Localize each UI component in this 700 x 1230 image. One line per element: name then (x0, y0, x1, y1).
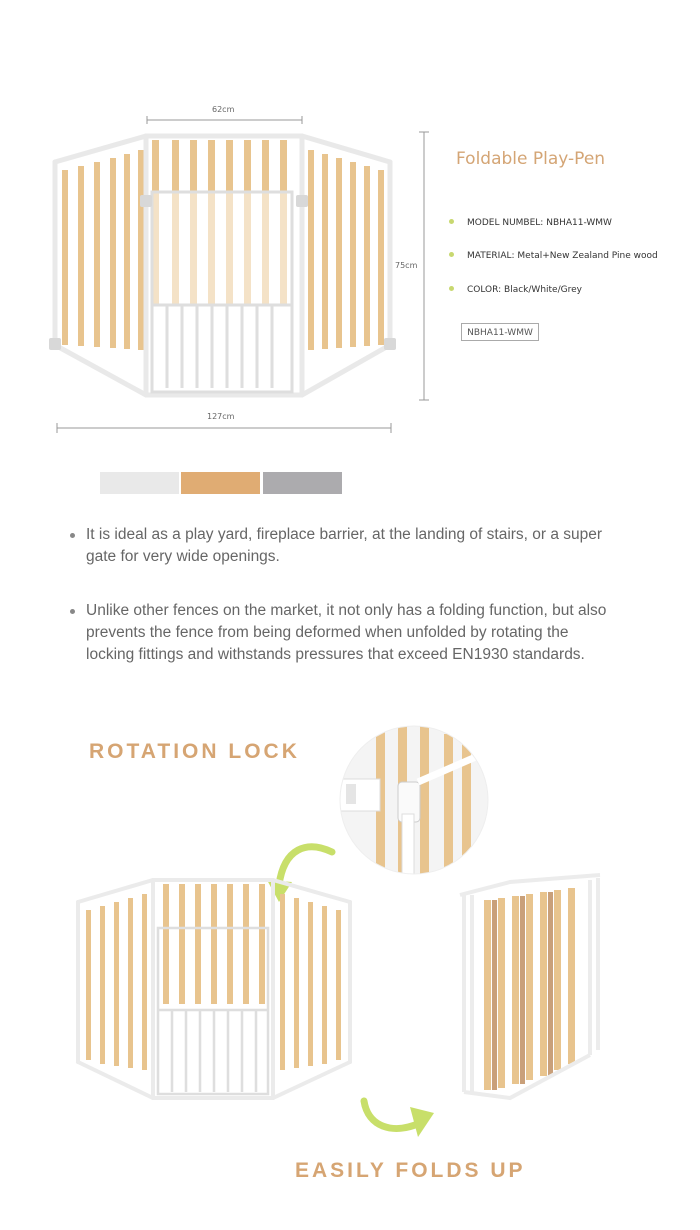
spec-key: COLOR: (467, 285, 502, 295)
spec-material (467, 251, 658, 261)
total-width-label: 127cm (207, 412, 235, 421)
swatch-grey[interactable] (263, 472, 342, 494)
spec-value: Black/White/Grey (504, 285, 582, 295)
bullet-dot (70, 533, 75, 538)
description-bullet-1 (70, 524, 610, 568)
bullet-dot (449, 286, 454, 291)
swatch-white[interactable] (100, 472, 179, 494)
spec-model (467, 218, 612, 228)
spec-color (467, 285, 582, 295)
bullet-dot (449, 252, 454, 257)
height-label: 75cm (395, 261, 418, 270)
playpen-folded-image (450, 870, 610, 1110)
top-width-label: 62cm (212, 105, 235, 114)
spec-value: Metal+New Zealand Pine wood (517, 251, 658, 261)
rotation-lock-heading: ROTATION LOCK (89, 740, 300, 763)
bullet-dot (449, 219, 454, 224)
product-title: Foldable Play-Pen (456, 149, 606, 169)
easily-folds-heading: EASILY FOLDS UP (295, 1159, 526, 1182)
spec-value: NBHA11-WMW (546, 218, 612, 228)
spec-key: MATERIAL: (467, 251, 515, 261)
playpen-top-image (40, 100, 440, 440)
bullet-text: Unlike other fences on the market, it not only has a folding function, but also prevents the fence from being deformed when unfolded by rotating the locking fittings and withstands pressures that exceed EN1930 standards. (86, 602, 607, 663)
description-bullet-2 (70, 600, 610, 666)
bullet-dot (70, 609, 75, 614)
swatch-wood[interactable] (181, 472, 260, 494)
spec-key: MODEL NUMBEL: (467, 218, 544, 228)
playpen-assembled-image (68, 870, 368, 1110)
model-code-box: NBHA11-WMW (461, 323, 539, 341)
rotation-lock-detail-image (338, 724, 490, 876)
curved-arrow-icon (358, 1095, 438, 1145)
bullet-text: It is ideal as a play yard, fireplace barrier, at the landing of stairs, or a super gate for very wide openings. (86, 526, 603, 565)
